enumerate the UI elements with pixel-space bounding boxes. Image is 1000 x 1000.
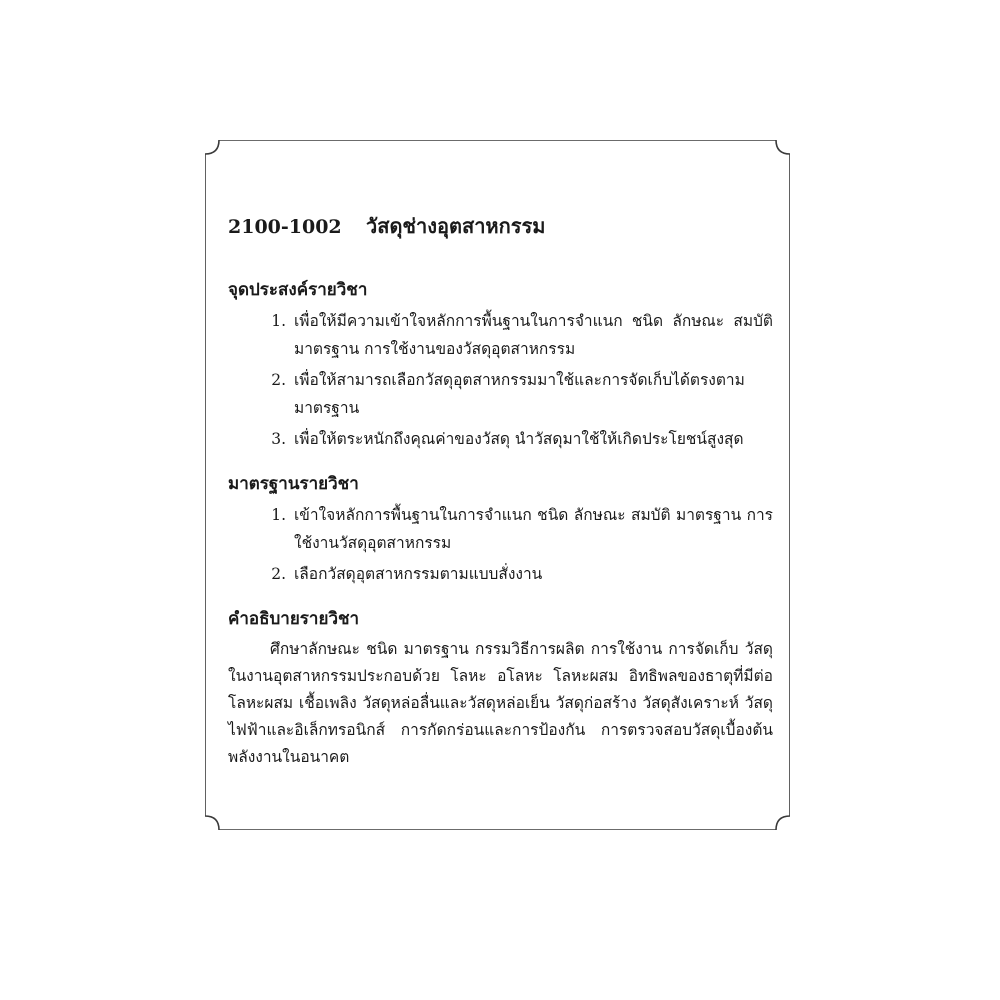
item-number: 3. bbox=[271, 430, 286, 448]
item-text: เลือกวัสดุอุตสาหกรรมตามแบบสั่งงาน bbox=[294, 565, 543, 583]
objectives-section bbox=[228, 276, 773, 453]
course-code: 2100-1002 bbox=[228, 216, 342, 238]
standards-section bbox=[228, 470, 773, 588]
course-header bbox=[228, 210, 773, 242]
item-number: 1. bbox=[271, 312, 286, 330]
item-text: เพื่อให้ตระหนักถึงคุณค่าของวัสดุ นำวัสดุมาใช้ให้เกิดประโยชน์สูงสุด bbox=[294, 430, 744, 448]
standards-heading: มาตรฐานรายวิชา bbox=[228, 474, 359, 494]
objectives-list bbox=[228, 307, 773, 453]
list-item bbox=[228, 425, 773, 453]
item-number: 2. bbox=[271, 371, 286, 389]
objectives-heading: จุดประสงค์รายวิชา bbox=[228, 280, 368, 300]
description-text: ศึกษาลักษณะ ชนิด มาตรฐาน กรรมวิธีการผลิต การใช้งาน การจัดเก็บ วัสดุในงานอุตสาหกรรมประกอบด้วย โลหะ อโลหะ โลหะผสม อิทธิพลของธาตุที่มีต่อโลหะผสม เชื้อเพลิง วัสดุหล่อลื่นและวัสดุหล่อเย็น วัสดุก่อสร้าง วัสดุสังเคราะห์ วัสดุไฟฟ้าและอิเล็กทรอนิกส์ การกัดกร่อนและการป้องกัน การตรวจสอบวัสดุเบื้องต้น พลังงานในอนาคต bbox=[228, 640, 773, 766]
course-page bbox=[228, 210, 773, 788]
item-text: เพื่อให้สามารถเลือกวัสดุอุตสาหกรรมมาใช้และการจัดเก็บได้ตรงตามมาตรฐาน bbox=[294, 371, 745, 417]
course-title: วัสดุช่างอุตสาหกรรม bbox=[366, 214, 546, 238]
list-item bbox=[228, 366, 773, 422]
item-number: 1. bbox=[271, 506, 286, 524]
list-item bbox=[228, 560, 773, 588]
item-text: เพื่อให้มีความเข้าใจหลักการพื้นฐานในการจำแนก ชนิด ลักษณะ สมบัติ มาตรฐาน การใช้งานของวัสดุอุตสาหกรรม bbox=[294, 312, 773, 358]
list-item bbox=[228, 501, 773, 557]
item-number: 2. bbox=[271, 565, 286, 583]
list-item bbox=[228, 307, 773, 363]
description-section bbox=[228, 605, 773, 771]
description-heading: คำอธิบายรายวิชา bbox=[228, 609, 360, 629]
standards-list bbox=[228, 501, 773, 588]
item-text: เข้าใจหลักการพื้นฐานในการจำแนก ชนิด ลักษณะ สมบัติ มาตรฐาน การใช้งานวัสดุอุตสาหกรรม bbox=[294, 506, 773, 552]
